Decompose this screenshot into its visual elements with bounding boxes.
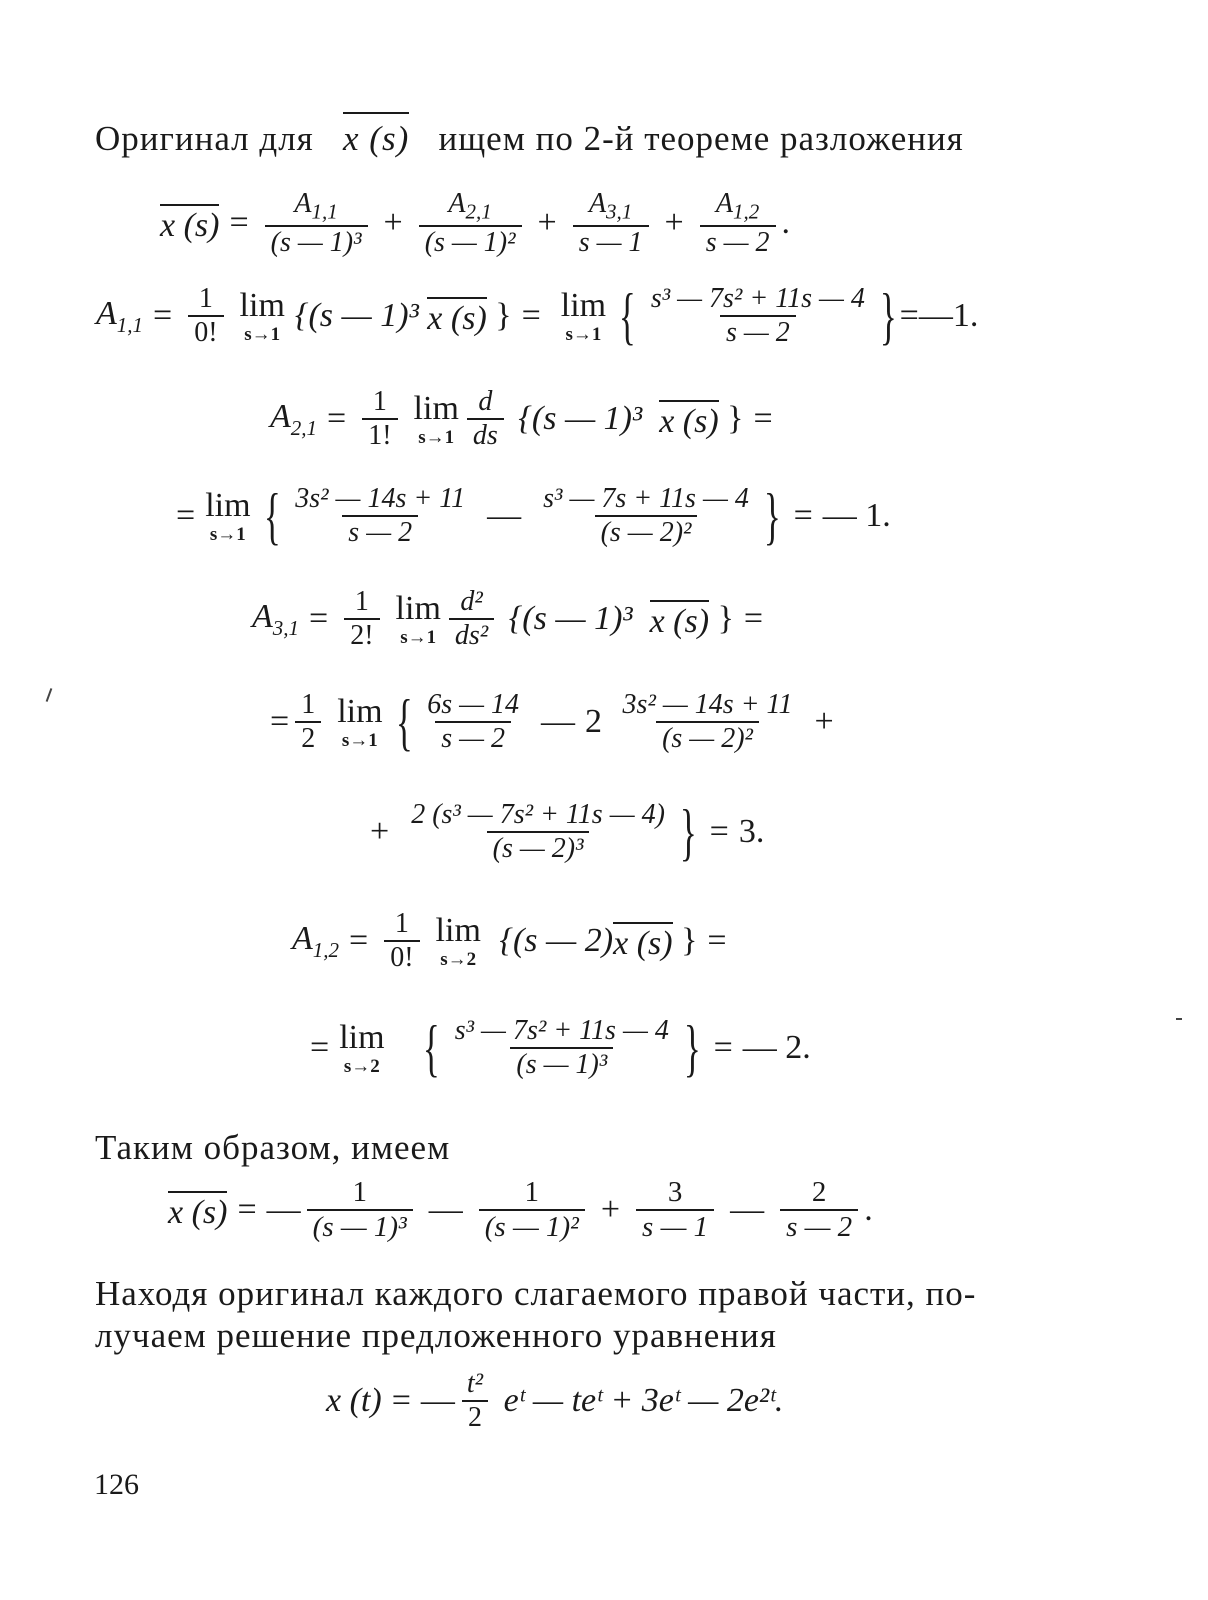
scan-mark	[1176, 1018, 1182, 1020]
xs-overline: x (s)	[343, 112, 409, 161]
eq1-frac-a12: $\frac{A_{1,2}}{s — 2}$	[700, 190, 776, 257]
eq1-frac-a11: $\frac{A_{1,1}}{\text{(s — 1)³}}$	[265, 190, 368, 257]
equation-a31: $A_{3,1}$ = $\frac{1}{2!}$ lim s→1 $\frac{\text{d²}}{\text{ds²}}$ {(s — 1)³ x (s) } =	[252, 586, 764, 651]
equation-final-decomposition: x (s) = — $\frac{1}{\text{(s — 1)³}}$ — $\frac{1}{\text{(s — 1)²}}$ + $\frac{3}{s — 1}$ — $\frac{2}{s — 2}$ .	[168, 1176, 873, 1243]
a31-result: 3.	[738, 813, 765, 850]
scan-mark	[46, 688, 53, 702]
a11-result: —1.	[918, 297, 979, 334]
intro-line	[95, 112, 964, 161]
a21-result: — 1.	[822, 497, 891, 534]
equation-a21-cont: = lim s→1 { $\frac{\text{3s² — 14s + 11}}{s — 2}$ — $\frac{\text{s³ — 7s + 11s — 4}}{\text{(s — 2)²}}$ } = — 1.	[176, 480, 891, 551]
intro-text-a: Оригинал для	[95, 119, 314, 158]
a12-result: — 2.	[742, 1029, 811, 1066]
equation-solution: x (t) = — $\frac{\text{t²}}{2}$ eᵗ — teᵗ + 3eᵗ — 2e²ᵗ.	[326, 1368, 784, 1433]
equation-a21: $A_{2,1}$ = $\frac{1}{1!}$ lim s→1 $\frac{d}{ds}$ {(s — 1)³ x (s) } =	[270, 386, 773, 451]
equation-a31-end: + $\frac{\text{2 (s³ — 7s² + 11s — 4)}}{\text{(s — 2)³}}$ } = 3.	[370, 796, 765, 867]
solution-text-1: Находя оригинал каждого слагаемого правой части, по-	[95, 1274, 977, 1313]
conclusion-line: Таким образом, имеем	[95, 1128, 451, 1167]
solution-text-2: лучаем решение предложенного уравнения	[95, 1316, 777, 1355]
intro-text-b: ищем по 2-й теореме разложения	[438, 119, 964, 158]
eq1-lhs: x (s)	[160, 204, 219, 243]
page-number: 126	[94, 1468, 139, 1501]
equation-a12: $A_{1,2}$ = $\frac{1}{0!}$ lim s→2 {(s — 2) x (s) } =	[292, 908, 727, 973]
eq1-frac-a31: $\frac{A_{3,1}}{s — 1}$	[573, 190, 649, 257]
equation-decomposition: x (s) = $\frac{A_{1,1}}{\text{(s — 1)³}}$ + $\frac{A_{2,1}}{\text{(s — 1)²}}$ + $\frac{A_{3,1}}{s — 1}$ + $\frac{A_{1,2}}{s — 2}$ .	[160, 188, 790, 258]
eq1-frac-a21: $\frac{A_{2,1}}{\text{(s — 1)²}}$	[419, 190, 522, 257]
equation-a31-cont: = $\frac{1}{2}$ lim s→1 { $\frac{6s — 14}{s — 2}$ — 2 $\frac{\text{3s² — 14s + 11}}{\text{(s — 2)²}}$ +	[270, 686, 834, 757]
equation-a12-cont: = lim s→2 { $\frac{\text{s³ — 7s² + 11s — 4}}{\text{(s — 1)³}}$ } = — 2.	[310, 1012, 811, 1083]
equation-a11: $A_{1,1}$ = $\frac{1}{0!}$ lim s→1 {(s — 1)³ x (s) } = lim s→1 { $\frac{\text{s³ — 7s² + 11s — 4}}{s — 2}$ } = —1.	[96, 280, 979, 351]
